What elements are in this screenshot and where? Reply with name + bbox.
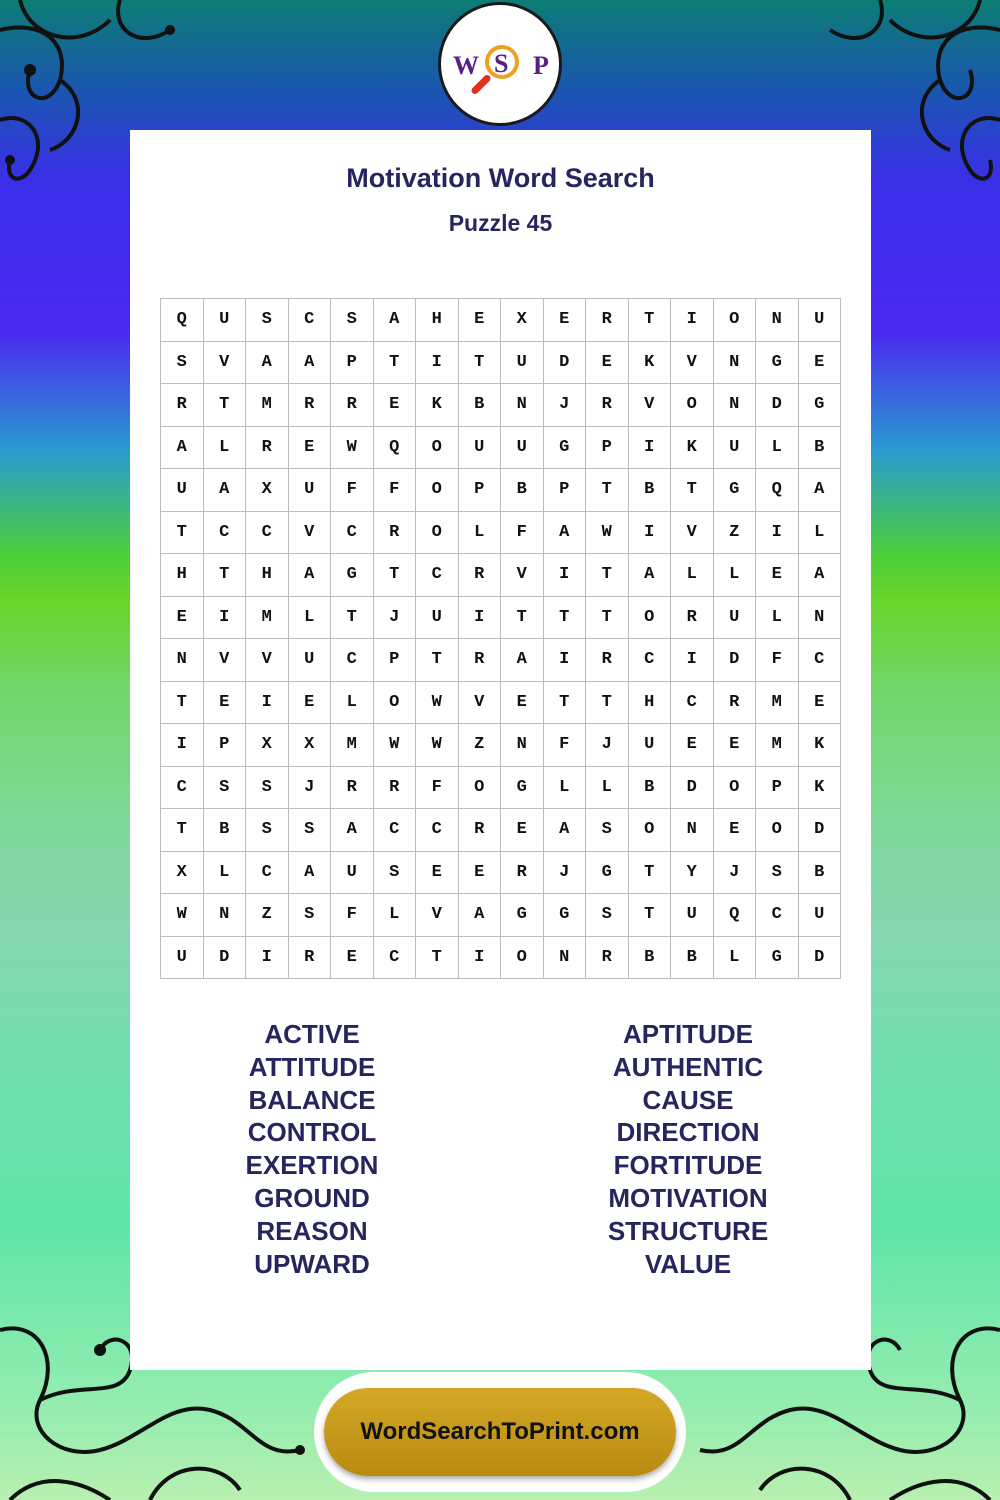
grid-cell: I [459,937,502,980]
word-list-item: FORTITUDE [613,1150,763,1181]
grid-cell: D [799,937,842,980]
grid-cell: I [204,597,247,640]
grid-cell: H [629,682,672,725]
grid-cell: T [586,682,629,725]
grid-cell: B [629,937,672,980]
grid-cell: V [246,639,289,682]
grid-cell: O [459,767,502,810]
grid-cell: N [501,724,544,767]
grid-cell: E [501,809,544,852]
grid-cell: L [374,894,417,937]
grid-cell: S [246,767,289,810]
grid-cell: E [501,682,544,725]
grid-cell: K [629,342,672,385]
grid-cell: R [586,299,629,342]
logo-letter-p: P [533,51,549,80]
letter-grid [160,298,841,979]
grid-cell: X [161,852,204,895]
grid-cell: Q [756,469,799,512]
grid-cell: S [756,852,799,895]
grid-cell: W [331,427,374,470]
grid-cell: T [161,512,204,555]
grid-cell: U [204,299,247,342]
grid-cell: E [586,342,629,385]
grid-cell: L [714,554,757,597]
grid-cell: E [756,554,799,597]
logo-letter-w: W [453,51,479,80]
grid-cell: V [671,342,714,385]
grid-cell: O [416,427,459,470]
grid-cell: R [374,512,417,555]
grid-cell: S [204,767,247,810]
word-list-item: APTITUDE [623,1019,753,1049]
grid-cell: N [671,809,714,852]
grid-cell: D [204,937,247,980]
grid-cell: I [544,639,587,682]
grid-cell: A [459,894,502,937]
grid-cell: O [714,767,757,810]
grid-cell: S [374,852,417,895]
grid-cell: B [799,427,842,470]
grid-cell: R [289,937,332,980]
grid-cell: W [161,894,204,937]
grid-cell: M [246,384,289,427]
grid-cell: C [331,639,374,682]
grid-cell: J [586,724,629,767]
grid-cell: E [671,724,714,767]
wsp-logo [438,2,562,126]
grid-cell: U [416,597,459,640]
grid-cell: A [331,809,374,852]
grid-cell: R [161,384,204,427]
grid-cell: C [289,299,332,342]
grid-cell: U [161,469,204,512]
grid-cell: D [544,342,587,385]
grid-cell: G [756,342,799,385]
grid-cell: T [416,937,459,980]
grid-cell: N [756,299,799,342]
grid-cell: T [374,342,417,385]
grid-cell: R [714,682,757,725]
grid-cell: R [374,767,417,810]
grid-cell: O [374,682,417,725]
grid-cell: G [544,427,587,470]
grid-cell: C [374,809,417,852]
grid-cell: A [161,427,204,470]
grid-cell: C [416,554,459,597]
grid-cell: I [161,724,204,767]
grid-cell: P [459,469,502,512]
grid-cell: O [714,299,757,342]
grid-cell: M [756,682,799,725]
grid-cell: J [289,767,332,810]
grid-cell: V [289,512,332,555]
grid-cell: E [204,682,247,725]
grid-cell: E [161,597,204,640]
grid-cell: H [246,554,289,597]
grid-cell: W [374,724,417,767]
site-link[interactable]: WordSearchToPrint.com [360,1418,640,1445]
grid-cell: R [671,597,714,640]
grid-cell: C [374,937,417,980]
grid-cell: G [756,937,799,980]
grid-cell: W [586,512,629,555]
grid-cell: Z [246,894,289,937]
grid-cell: U [799,299,842,342]
word-list-item: ATTITUDE [248,1051,376,1082]
grid-cell: S [246,809,289,852]
grid-cell: A [799,469,842,512]
grid-cell: B [799,852,842,895]
grid-cell: T [629,894,672,937]
grid-cell: T [161,809,204,852]
grid-cell: I [756,512,799,555]
grid-cell: T [586,597,629,640]
grid-cell: V [629,384,672,427]
grid-cell: H [416,299,459,342]
grid-cell: N [799,597,842,640]
grid-cell: D [671,767,714,810]
grid-cell: X [246,724,289,767]
puzzle-number: Puzzle 45 [448,210,553,236]
grid-cell: T [161,682,204,725]
grid-cell: G [586,852,629,895]
grid-cell: U [629,724,672,767]
grid-cell: U [161,937,204,980]
grid-cell: N [714,342,757,385]
grid-cell: O [501,937,544,980]
grid-cell: U [714,427,757,470]
grid-cell: C [756,894,799,937]
grid-cell: E [459,299,502,342]
grid-cell: X [289,724,332,767]
grid-cell: P [374,639,417,682]
grid-cell: K [671,427,714,470]
grid-cell: L [586,767,629,810]
grid-cell: F [331,469,374,512]
grid-cell: L [756,597,799,640]
grid-cell: U [459,427,502,470]
grid-cell: P [204,724,247,767]
word-list-item: REASON [256,1215,368,1246]
word-list-item: CAUSE [642,1084,734,1115]
footer-banner[interactable] [324,1388,676,1476]
grid-cell: E [331,937,374,980]
grid-cell: M [246,597,289,640]
grid-cell: O [629,597,672,640]
word-list-item: DIRECTION [616,1117,760,1148]
grid-cell: T [204,554,247,597]
grid-cell: R [459,554,502,597]
grid-cell: X [501,299,544,342]
grid-cell: O [756,809,799,852]
grid-cell: C [416,809,459,852]
grid-cell: B [204,809,247,852]
grid-cell: L [289,597,332,640]
grid-cell: N [204,894,247,937]
grid-cell: R [459,639,502,682]
grid-cell: I [459,597,502,640]
grid-cell: O [629,809,672,852]
grid-cell: A [246,342,289,385]
grid-cell: E [799,682,842,725]
grid-cell: T [629,852,672,895]
grid-cell: U [671,894,714,937]
grid-cell: S [331,299,374,342]
grid-cell: U [501,427,544,470]
grid-cell: V [671,512,714,555]
grid-cell: A [799,554,842,597]
grid-cell: D [756,384,799,427]
grid-cell: L [544,767,587,810]
grid-cell: M [756,724,799,767]
grid-cell: F [756,639,799,682]
word-list-item: AUTHENTIC [612,1051,764,1082]
grid-cell: V [459,682,502,725]
grid-cell: T [459,342,502,385]
grid-cell: G [331,554,374,597]
grid-cell: T [629,299,672,342]
grid-cell: S [586,894,629,937]
grid-cell: E [459,852,502,895]
grid-cell: C [799,639,842,682]
grid-cell: L [671,554,714,597]
grid-cell: T [586,554,629,597]
page-title: Motivation Word Search [346,163,655,193]
word-list-item: VALUE [644,1248,732,1279]
grid-cell: I [671,299,714,342]
grid-cell: I [671,639,714,682]
grid-cell: U [289,639,332,682]
grid-cell: L [459,512,502,555]
grid-cell: Y [671,852,714,895]
word-list-item: GROUND [254,1182,370,1213]
grid-cell: U [799,894,842,937]
grid-cell: T [671,469,714,512]
grid-cell: C [204,512,247,555]
grid-cell: B [459,384,502,427]
grid-cell: E [544,299,587,342]
grid-cell: E [714,809,757,852]
grid-cell: D [714,639,757,682]
grid-cell: N [544,937,587,980]
grid-cell: Q [161,299,204,342]
grid-cell: A [501,639,544,682]
grid-cell: B [671,937,714,980]
grid-cell: S [289,809,332,852]
grid-cell: S [161,342,204,385]
grid-cell: K [416,384,459,427]
word-list-item: BALANCE [248,1084,376,1115]
grid-cell: A [629,554,672,597]
grid-cell: L [204,852,247,895]
word-list-item: MOTIVATION [608,1182,768,1213]
grid-cell: R [331,767,374,810]
grid-cell: L [204,427,247,470]
grid-cell: R [586,937,629,980]
grid-cell: T [374,554,417,597]
grid-cell: F [501,512,544,555]
word-list-left [162,1018,462,1280]
grid-cell: Q [714,894,757,937]
grid-cell: P [586,427,629,470]
grid-cell: F [544,724,587,767]
grid-cell: S [246,299,289,342]
logo-letter-s: S [494,49,509,78]
grid-cell: J [374,597,417,640]
word-list-item: EXERTION [245,1150,379,1181]
grid-cell: T [586,469,629,512]
grid-cell: K [799,724,842,767]
grid-cell: T [416,639,459,682]
grid-cell: N [714,384,757,427]
grid-cell: X [246,469,289,512]
grid-cell: C [246,852,289,895]
grid-cell: V [204,639,247,682]
grid-cell: G [501,894,544,937]
grid-cell: T [544,682,587,725]
word-list-item: ACTIVE [264,1019,360,1049]
word-list-item: STRUCTURE [607,1215,769,1246]
grid-cell: V [416,894,459,937]
word-list-item: CONTROL [247,1117,377,1148]
grid-cell: S [586,809,629,852]
grid-cell: G [714,469,757,512]
grid-cell: M [331,724,374,767]
grid-cell: P [544,469,587,512]
grid-cell: G [799,384,842,427]
grid-cell: R [331,384,374,427]
grid-cell: C [671,682,714,725]
grid-cell: A [544,512,587,555]
grid-cell: P [756,767,799,810]
grid-cell: N [501,384,544,427]
grid-cell: R [289,384,332,427]
grid-cell: J [544,384,587,427]
grid-cell: L [756,427,799,470]
grid-cell: I [629,512,672,555]
grid-cell: C [246,512,289,555]
grid-cell: F [374,469,417,512]
grid-cell: I [544,554,587,597]
grid-cell: S [289,894,332,937]
grid-cell: V [204,342,247,385]
grid-cell: I [416,342,459,385]
grid-cell: G [544,894,587,937]
grid-cell: R [586,639,629,682]
grid-cell: F [416,767,459,810]
grid-cell: R [459,809,502,852]
grid-cell: H [161,554,204,597]
grid-cell: K [799,767,842,810]
grid-cell: F [331,894,374,937]
grid-cell: I [246,937,289,980]
grid-cell: E [289,427,332,470]
grid-cell: Z [459,724,502,767]
grid-cell: B [501,469,544,512]
grid-cell: E [416,852,459,895]
grid-cell: O [671,384,714,427]
grid-cell: Z [714,512,757,555]
grid-cell: W [416,682,459,725]
grid-cell: E [799,342,842,385]
grid-cell: P [331,342,374,385]
word-list-item: UPWARD [254,1248,370,1279]
grid-cell: T [501,597,544,640]
grid-cell: V [501,554,544,597]
grid-cell: R [501,852,544,895]
grid-cell: J [544,852,587,895]
grid-cell: B [629,469,672,512]
grid-cell: E [714,724,757,767]
grid-cell: T [331,597,374,640]
grid-cell: A [289,342,332,385]
grid-cell: D [799,809,842,852]
grid-cell: W [416,724,459,767]
grid-cell: C [331,512,374,555]
grid-cell: L [799,512,842,555]
grid-cell: J [714,852,757,895]
grid-cell: C [161,767,204,810]
grid-cell: B [629,767,672,810]
grid-cell: G [501,767,544,810]
grid-cell: R [586,384,629,427]
grid-cell: C [629,639,672,682]
grid-cell: A [289,852,332,895]
grid-cell: A [204,469,247,512]
grid-cell: U [714,597,757,640]
grid-cell: O [416,469,459,512]
grid-cell: I [246,682,289,725]
grid-cell: N [161,639,204,682]
grid-cell: R [246,427,289,470]
word-list-right [538,1018,838,1280]
grid-cell: U [331,852,374,895]
grid-cell: L [714,937,757,980]
grid-cell: I [629,427,672,470]
grid-cell: T [544,597,587,640]
grid-cell: A [374,299,417,342]
grid-cell: O [416,512,459,555]
grid-cell: L [331,682,374,725]
grid-cell: E [374,384,417,427]
grid-cell: Q [374,427,417,470]
grid-cell: U [289,469,332,512]
grid-cell: A [289,554,332,597]
grid-cell: E [289,682,332,725]
grid-cell: A [544,809,587,852]
grid-cell: T [204,384,247,427]
grid-cell: U [501,342,544,385]
